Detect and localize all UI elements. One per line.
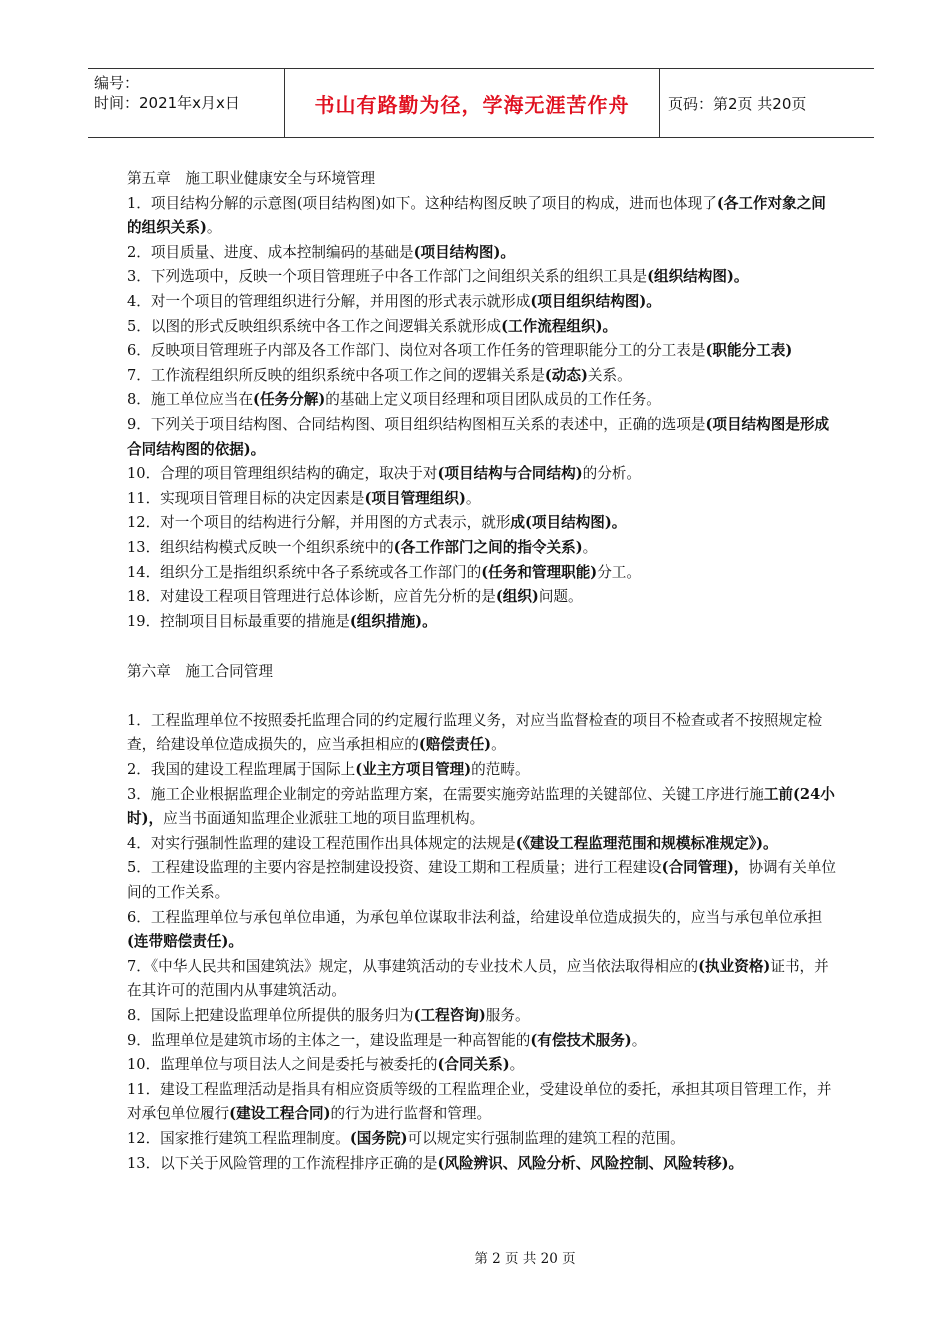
question-text: 6．工程监理单位与承包单位串通，为承包单位谋取非法利益，给建设单位造成损失的，应当与承包单位承担 (127, 908, 823, 926)
answer-text: (合同管理)， (661, 859, 749, 877)
list-item (127, 536, 839, 561)
question-text: 5．以图的形式反映组织系统中各工作之间逻辑关系就形成 (127, 317, 502, 335)
answer-text: (工作流程组织)。 (501, 317, 618, 335)
question-text: 12．国家推行建筑工程监理制度。 (127, 1129, 350, 1147)
list-item (127, 1029, 839, 1054)
question-text: 的范畴。 (471, 761, 530, 779)
question-text: 18．对建设工程项目管理进行总体诊断，应首先分析的是 (127, 588, 496, 606)
question-text: 13．组织结构模式反映一个组织系统中的 (127, 538, 394, 556)
list-item (127, 758, 839, 783)
list-item (127, 192, 839, 241)
chapter-5-title: 第五章 施工职业健康安全与环境管理 (127, 170, 376, 187)
question-text: 8．施工单位应当在 (127, 391, 254, 409)
header-page-number: 页码：第2页 共20页 (668, 94, 807, 113)
answer-text: (任务分解) (253, 391, 326, 409)
list-item (127, 462, 839, 487)
question-text: 3．施工企业根据监理企业制定的旁站监理方案，在需要实施旁站监理的关键部位、关键工序进行施 (127, 785, 764, 803)
header-page-cell (660, 69, 874, 137)
question-text: 3．下列选项中，反映一个项目管理班子中各工作部门之间组织关系的组织工具是 (127, 268, 648, 286)
answer-text: (工程咨询) (413, 1007, 486, 1024)
answer-text: 成(项目结构图)。 (510, 514, 627, 532)
answer-text: (建设工程合同) (229, 1105, 331, 1123)
question-text: 协调有关单位间的工作关系。 (127, 859, 837, 902)
question-text: 19．控制项目目标最重要的措施是 (127, 612, 350, 630)
answer-text: (各工作部门之间的指令关系) (393, 538, 583, 556)
question-text: 4．对实行强制性监理的建设工程范围作出具体规定的法规是 (127, 834, 516, 852)
question-text: 5．工程建设监理的主要内容是控制建设投资、建设工期和工程质量；进行工程建设 (127, 859, 662, 877)
document-body (127, 167, 839, 1176)
list-item (127, 832, 839, 857)
header-motto-cell (284, 69, 660, 137)
question-text: 10．合理的项目管理组织结构的确定，取决于对 (127, 465, 438, 483)
list-item (127, 388, 839, 413)
answer-text: 工前(24小时)， (127, 785, 835, 828)
answer-text: (任务和管理职能) (481, 563, 598, 581)
question-text: 6．反映项目管理班子内部及各工作部门、岗位对各项工作任务的管理职能分工的分工表是 (127, 342, 706, 360)
page-header (88, 68, 874, 138)
question-text: 9．监理单位是建筑市场的主体之一，建设监理是一种高智能的 (127, 1031, 531, 1049)
question-text: 1．工程监理单位不按照委托监理合同的约定履行监理义务，对应当监督检查的项目不检查或者不按照规定检查，给建设单位造成损失的，应当承担相应的 (127, 711, 823, 754)
answer-text: (项目结构与合同结构) (437, 465, 583, 483)
list-item (127, 1127, 839, 1152)
answer-text: (有偿技术服务) (530, 1031, 632, 1049)
list-item (127, 413, 839, 462)
document-number-label: 编号： (94, 74, 140, 92)
question-text: 2．我国的建设工程监理属于国际上 (127, 761, 356, 779)
question-text: 。 (631, 1031, 647, 1049)
page-footer: 第 2 页 共 20 页 (474, 1251, 576, 1267)
list-item (127, 487, 839, 512)
question-text: 。 (509, 1056, 525, 1074)
chapter-5-items (127, 192, 839, 635)
question-text: 11．实现项目管理目标的决定因素是 (127, 489, 365, 507)
list-item (127, 315, 839, 340)
question-text: 。 (206, 219, 222, 237)
question-text: 2．项目质量、进度、成本控制编码的基础是 (127, 243, 414, 261)
list-item (127, 364, 839, 389)
question-text: 分工。 (597, 563, 641, 581)
question-text: 。 (582, 538, 598, 556)
question-text: 13．以下关于风险管理的工作流程排序正确的是 (127, 1154, 438, 1172)
answer-text: (组织) (495, 588, 539, 606)
answer-text: (项目组织结构图)。 (530, 292, 661, 310)
list-item (127, 339, 839, 364)
document-time-label: 时间：2021年x月x日 (94, 94, 240, 112)
list-item (127, 290, 839, 315)
question-text: 关系。 (587, 366, 632, 384)
list-item (127, 1053, 839, 1078)
answer-text: (各工作对象之间的组织关系) (127, 194, 826, 237)
list-item (127, 856, 839, 905)
list-item (127, 241, 839, 266)
question-text: 7．《中华人民共和国建筑法》规定，从事建筑活动的专业技术人员，应当依法取得相应的 (127, 957, 699, 975)
answer-text: (合同关系) (437, 1056, 510, 1074)
question-text: 1．项目结构分解的示意图(项目结构图)如下。这种结构图反映了项目的构成，进而也体现了 (127, 194, 717, 212)
answer-text: (执业资格) (698, 957, 771, 975)
header-left-cell (88, 69, 284, 137)
list-item (127, 265, 839, 290)
question-text: 问题。 (538, 588, 583, 606)
list-item (127, 585, 839, 610)
chapter-6-title: 第六章 施工合同管理 (127, 663, 273, 681)
header-motto: 书山有路勤为径，学海无涯苦作舟 (314, 92, 630, 117)
question-text: 的分析。 (582, 465, 641, 483)
question-text: 的基础上定义项目经理和项目团队成员的工作任务。 (325, 391, 661, 409)
question-text: 应当书面通知监理企业派驻工地的项目监理机构。 (163, 810, 485, 828)
question-text: 证书，并在其许可的范围内从事建筑活动。 (127, 957, 829, 1000)
question-text: 的行为进行监督和管理。 (330, 1105, 492, 1123)
question-text: 12．对一个项目的结构进行分解，并用图的方式表示，就形 (127, 514, 511, 532)
answer-text: (组织结构图)。 (647, 268, 749, 286)
question-text: 8．国际上把建设监理单位所提供的服务归为 (127, 1007, 414, 1024)
answer-text: (风险辨识、风险分析、风险控制、风险转移)。 (437, 1154, 744, 1172)
list-item (127, 906, 839, 955)
question-text: 14．组织分工是指组织系统中各子系统或各工作部门的 (127, 563, 482, 581)
list-item (127, 783, 839, 832)
list-item (127, 955, 839, 1004)
answer-text: (项目结构图)。 (413, 243, 515, 261)
section-spacer (127, 634, 839, 660)
section-spacer (127, 685, 839, 709)
question-text: 。 (465, 489, 481, 507)
question-text: 7．工作流程组织所反映的组织系统中各项工作之间的逻辑关系是 (127, 366, 545, 384)
list-item (127, 511, 839, 536)
list-item (127, 561, 839, 586)
list-item (127, 1004, 839, 1029)
answer-text: (项目管理组织) (364, 489, 466, 507)
chapter-6-items (127, 709, 839, 1176)
question-text: 可以规定实行强制监理的建筑工程的范围。 (407, 1129, 685, 1147)
question-text: 4．对一个项目的管理组织进行分解，并用图的形式表示就形成 (127, 292, 531, 310)
list-item (127, 1152, 839, 1177)
list-item (127, 709, 839, 758)
answer-text: (国务院) (349, 1129, 408, 1147)
list-item (127, 1078, 839, 1127)
answer-text: (项目结构图是形成合同结构图的依据)。 (127, 415, 830, 458)
answer-text: (动态) (544, 366, 588, 384)
answer-text: (连带赔偿责任)。 (127, 933, 243, 951)
answer-text: (业主方项目管理) (355, 761, 472, 779)
answer-text: (《建设工程监理范围和规模标准规定》)。 (515, 834, 778, 852)
question-text: 。 (491, 736, 506, 754)
question-text: 10．监理单位与项目法人之间是委托与被委托的 (127, 1056, 438, 1074)
question-text: 9．下列关于项目结构图、合同结构图、项目组织结构图相互关系的表述中，正确的选项是 (127, 415, 706, 433)
question-text: 服务。 (485, 1007, 530, 1024)
answer-text: (组织措施)。 (349, 612, 437, 630)
list-item (127, 610, 839, 635)
answer-text: (职能分工表) (705, 342, 793, 360)
question-text: 11．建设工程监理活动是指具有相应资质等级的工程监理企业，受建设单位的委托，承担其项目管理工作，并对承包单位履行 (127, 1080, 832, 1123)
answer-text: (赔偿责任) (418, 736, 492, 754)
